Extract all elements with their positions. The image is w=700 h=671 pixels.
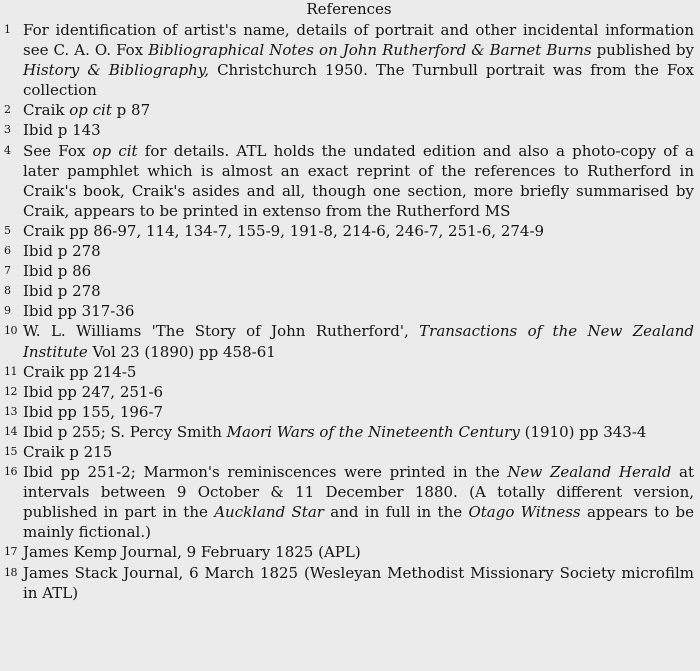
- reference-text: Ibid pp 251-2; Marmon's reminiscences were printed in the: [23, 463, 508, 482]
- reference-item: [4, 462, 694, 542]
- reference-number: 15: [4, 444, 17, 458]
- reference-text: Craik pp 86-97, 114, 134-7, 155-9, 191-8, 214-6, 246-7, 251-6, 274-9: [23, 221, 545, 240]
- reference-number: 18: [4, 565, 17, 579]
- reference-number: 12: [4, 384, 17, 398]
- reference-number: 5: [4, 223, 11, 237]
- reference-number: 14: [4, 424, 17, 438]
- reference-item: [4, 141, 694, 221]
- reference-number: 10: [4, 324, 17, 338]
- reference-text: appears to be mainly fictional.): [23, 503, 695, 542]
- reference-title: History & Bibliography,: [23, 61, 210, 80]
- reference-number: 8: [4, 284, 11, 298]
- reference-number: 16: [4, 465, 17, 479]
- reference-item: [4, 362, 694, 382]
- reference-text: Craik p 215: [23, 442, 113, 461]
- page-title: References: [306, 0, 392, 18]
- reference-text: Ibid p 278: [23, 282, 101, 301]
- reference-item: [4, 20, 694, 100]
- reference-text: and in full in the: [323, 503, 469, 522]
- reference-item: [4, 402, 694, 422]
- reference-title: op cit: [92, 141, 138, 160]
- reference-text: Ibid pp 247, 251-6: [23, 382, 164, 401]
- reference-number: 4: [4, 143, 11, 157]
- reference-number: 9: [4, 304, 11, 318]
- reference-text: Ibid p 86: [23, 262, 92, 281]
- reference-title: Transactions of the New Zealand Institute: [23, 322, 694, 361]
- reference-item: [4, 542, 694, 562]
- reference-number: 2: [4, 103, 11, 117]
- reference-text: Craik pp 214-5: [23, 362, 137, 381]
- reference-text: for details. ATL holds the undated edition and also a photo-copy of a later pamphlet which is almost an exact reprint of the references to Rutherford in Craik's book, Craik's asides and all, though one section, more briefly summarised by Craik, appears to be printed in extenso from the Rutherford MS: [23, 141, 694, 220]
- reference-item: [4, 221, 694, 241]
- reference-text: Craik: [23, 101, 70, 120]
- reference-title: Maori Wars of the Nineteenth Century: [226, 422, 520, 441]
- reference-title: Auckland Star: [214, 503, 324, 522]
- reference-text: Ibid pp 317-36: [23, 302, 135, 321]
- reference-text: Ibid pp 155, 196-7: [23, 402, 164, 421]
- reference-number: 3: [4, 123, 11, 137]
- references-list: [4, 20, 694, 603]
- reference-text: at intervals between 9 October & 11 December 1880. (A totally different version, published in part in the: [23, 463, 694, 522]
- reference-item: [4, 382, 694, 402]
- reference-text: James Kemp Journal, 9 February 1825 (APL): [23, 543, 361, 562]
- reference-text: Ibid p 255; S. Percy Smith: [23, 422, 227, 441]
- reference-item: [4, 321, 694, 361]
- reference-text: Vol 23 (1890) pp 458-61: [87, 342, 276, 361]
- reference-number: 13: [4, 404, 17, 418]
- reference-item: [4, 120, 694, 140]
- reference-number: 17: [4, 545, 17, 559]
- reference-item: [4, 100, 694, 120]
- reference-item: [4, 261, 694, 281]
- reference-number: 7: [4, 264, 11, 278]
- reference-item: [4, 241, 694, 261]
- reference-text: Christchurch 1950. The Turnbull portrait was from the Fox collection: [23, 61, 694, 100]
- reference-title: Otago Witness: [468, 503, 581, 522]
- reference-number: 1: [4, 23, 11, 36]
- reference-title: New Zealand Herald: [507, 463, 672, 482]
- reference-text: Ibid p 278: [23, 242, 101, 261]
- reference-item: [4, 563, 694, 603]
- reference-number: 11: [4, 364, 17, 378]
- reference-text: For identification of artist's name, details of portrait and other incidental information see C. A. O. Fox: [23, 21, 694, 60]
- reference-item: [4, 442, 694, 462]
- reference-text: published by: [591, 41, 694, 60]
- reference-item: [4, 281, 694, 301]
- reference-item: [4, 301, 694, 321]
- reference-number: 6: [4, 244, 11, 258]
- reference-text: Ibid p 143: [23, 121, 101, 140]
- reference-text: (1910) pp 343-4: [519, 422, 647, 441]
- reference-text: See Fox: [23, 141, 93, 160]
- reference-item: [4, 422, 694, 442]
- reference-text: James Stack Journal, 6 March 1825 (Wesleyan Methodist Missionary Society microfilm in ATL): [23, 563, 694, 602]
- reference-title: Bibliographical Notes on John Rutherford & Barnet Burns: [148, 41, 592, 60]
- reference-text: W. L. Williams 'The Story of John Rutherford',: [23, 322, 420, 341]
- reference-title: op cit: [69, 101, 112, 120]
- reference-text: p 87: [111, 101, 151, 120]
